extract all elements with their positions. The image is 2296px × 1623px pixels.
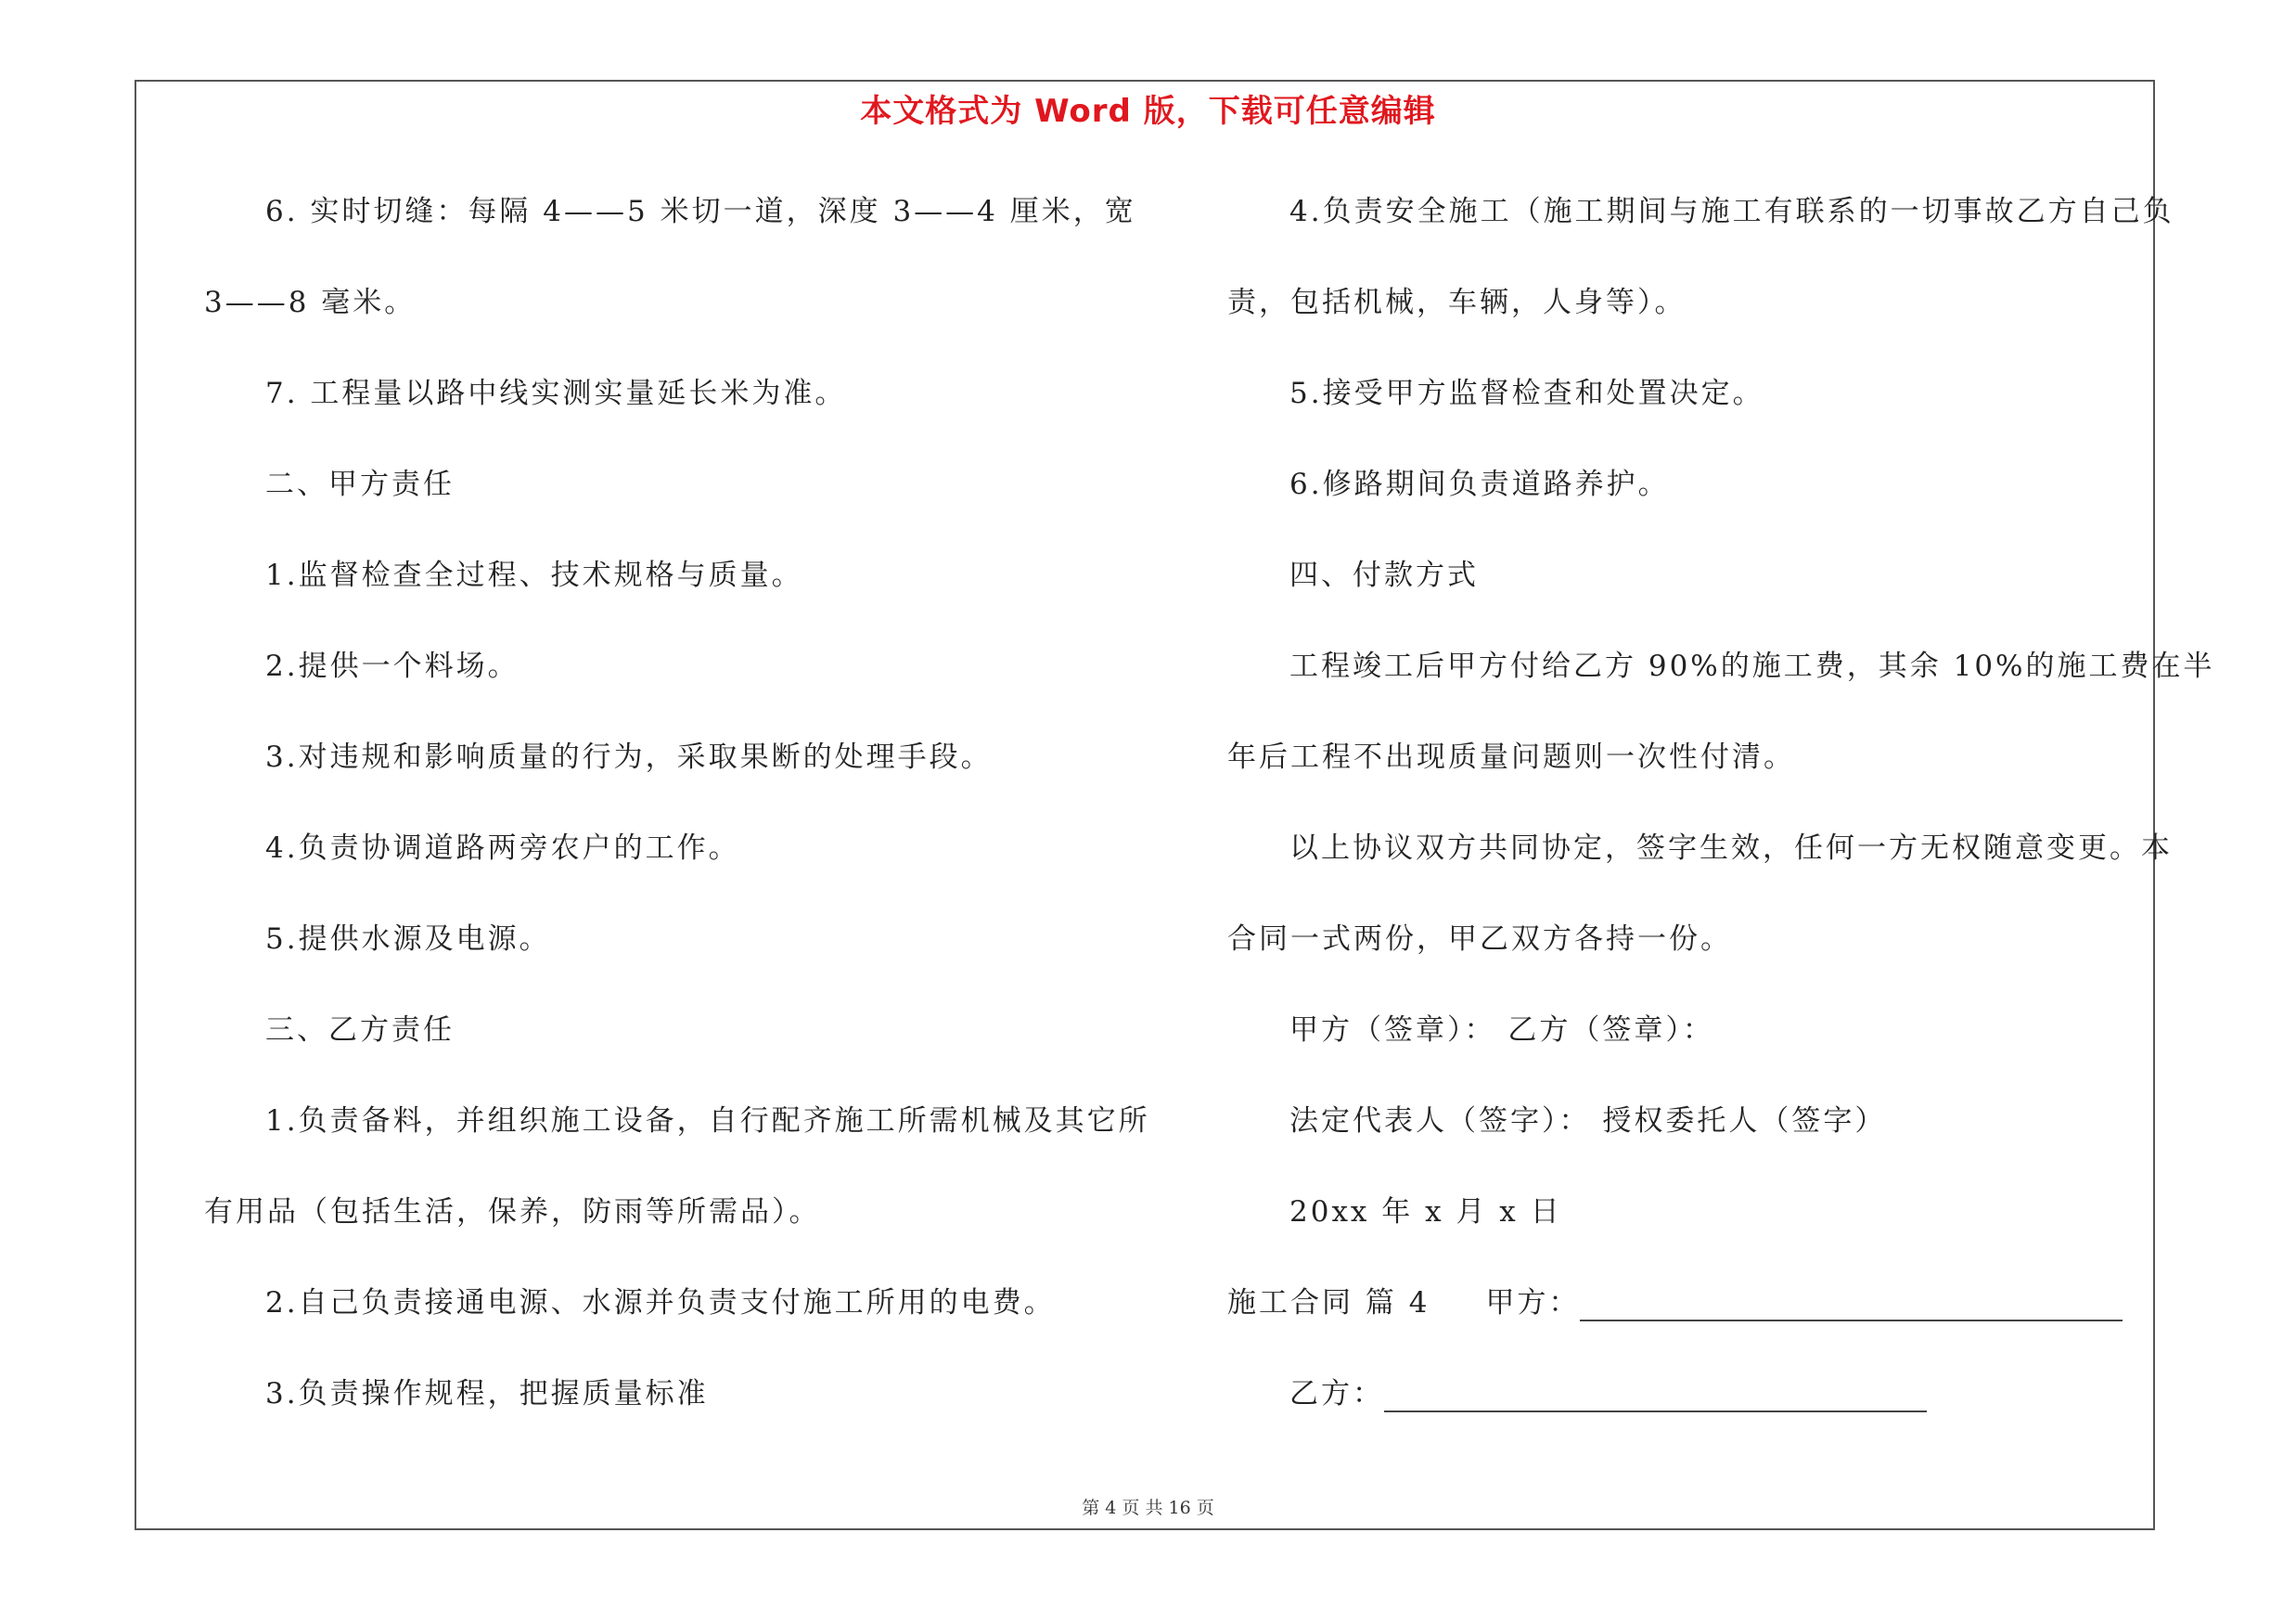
page-footer: 第 4 页 共 16 页 bbox=[1082, 1498, 1214, 1518]
right-line-9: 合同一式两份，甲乙双方各持一份。 bbox=[1227, 922, 1732, 956]
section-heading-party-a: 二、甲方责任 bbox=[265, 468, 455, 501]
left-line-1: 6. 实时切缝：每隔 4——5 米切一道，深度 3——4 厘米，宽 bbox=[265, 195, 1136, 228]
left-line-8: 4.负责协调道路两旁农户的工作。 bbox=[265, 831, 740, 865]
left-line-5: 1.监督检查全过程、技术规格与质量。 bbox=[265, 559, 803, 592]
left-line-14: 3.负责操作规程，把握质量标准 bbox=[265, 1377, 709, 1410]
right-line-6: 工程竣工后甲方付给乙方 90%的施工费，其余 10%的施工费在半 bbox=[1289, 650, 2215, 683]
party-a-blank[interactable] bbox=[1580, 1292, 2123, 1321]
left-line-3: 7. 工程量以路中线实测实量延长米为准。 bbox=[265, 377, 847, 410]
date-line: 20xx 年 x 月 x 日 bbox=[1289, 1195, 1562, 1229]
party-a-label: 甲方： bbox=[1485, 1286, 1581, 1320]
representative-line: 法定代表人（签字）： 授权委托人（签字） bbox=[1289, 1104, 1887, 1138]
left-line-9: 5.提供水源及电源。 bbox=[265, 922, 551, 956]
left-line-13: 2.自己负责接通电源、水源并负责支付施工所用的电费。 bbox=[265, 1286, 1056, 1320]
left-line-11: 1.负责备料，并组织施工设备，自行配齐施工所需机械及其它所 bbox=[265, 1104, 1150, 1138]
right-line-2: 责，包括机械，车辆，人身等）。 bbox=[1227, 286, 1687, 319]
left-line-7: 3.对违规和影响质量的行为，采取果断的处理手段。 bbox=[265, 741, 993, 774]
right-line-7: 年后工程不出现质量问题则一次性付清。 bbox=[1227, 741, 1795, 774]
left-line-6: 2.提供一个料场。 bbox=[265, 650, 519, 683]
contract-heading: 施工合同 篇 4 bbox=[1227, 1286, 1430, 1320]
contract-heading-row bbox=[1227, 1284, 2123, 1321]
party-b-row bbox=[1289, 1375, 1927, 1412]
section-heading-party-b: 三、乙方责任 bbox=[265, 1013, 455, 1047]
section-heading-payment: 四、付款方式 bbox=[1289, 559, 1479, 592]
party-b-label: 乙方： bbox=[1289, 1377, 1384, 1410]
right-line-1: 4.负责安全施工（施工期间与施工有联系的一切事故乙方自己负 bbox=[1289, 195, 2174, 228]
signature-line: 甲方（签章）： 乙方（签章）： bbox=[1289, 1013, 1714, 1047]
right-line-3: 5.接受甲方监督检查和处置决定。 bbox=[1289, 377, 1764, 410]
left-line-12: 有用品（包括生活，保养，防雨等所需品）。 bbox=[204, 1195, 821, 1229]
right-line-8: 以上协议双方共同协定，签字生效，任何一方无权随意变更。本 bbox=[1289, 831, 2173, 865]
party-b-blank[interactable] bbox=[1384, 1383, 1927, 1412]
left-line-2: 3——8 毫米。 bbox=[204, 286, 417, 319]
right-line-4: 6.修路期间负责道路养护。 bbox=[1289, 468, 1670, 501]
word-format-banner: 本文格式为 Word 版，下载可任意编辑 bbox=[860, 93, 1436, 130]
